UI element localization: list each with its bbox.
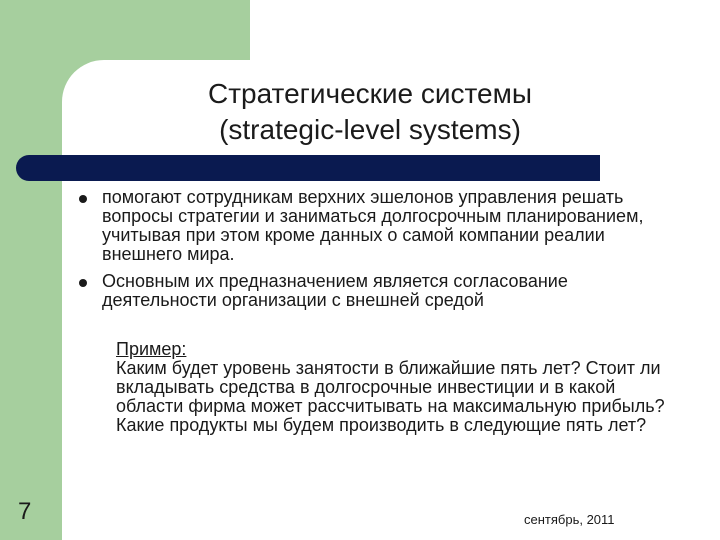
title-divider-bar [16,155,600,181]
example-text: Каким будет уровень занятости в ближайшие пять лет? Стоит ли вкладывать средства в долгосрочные инвестиции и в какой области фирма может рассчитывать на максимальную прибыль? Какие продукты мы будем производить в следующие пять лет? [116,358,665,435]
bullet-text: Основным их предназначением является согласование деятельности организации с внешней средой [102,271,568,310]
example-block [100,340,680,435]
slide-title-line2: (strategic-level systems) [219,114,521,145]
slide-date: сентябрь, 2011 [524,512,615,527]
bullet-dot-icon [79,195,87,203]
slide-title [110,76,630,148]
bullet-dot-icon [79,279,87,287]
example-label: Пример: [116,339,187,359]
page-number: 7 [18,498,32,525]
slide-title-line1: Стратегические системы [207,78,532,109]
bullet-text: помогают сотрудникам верхних эшелонов управления решать вопросы стратегии и заниматься долгосрочным планированием, учитывая при этом кроме данных о самой компании реалии внешнего мира. [102,187,644,264]
